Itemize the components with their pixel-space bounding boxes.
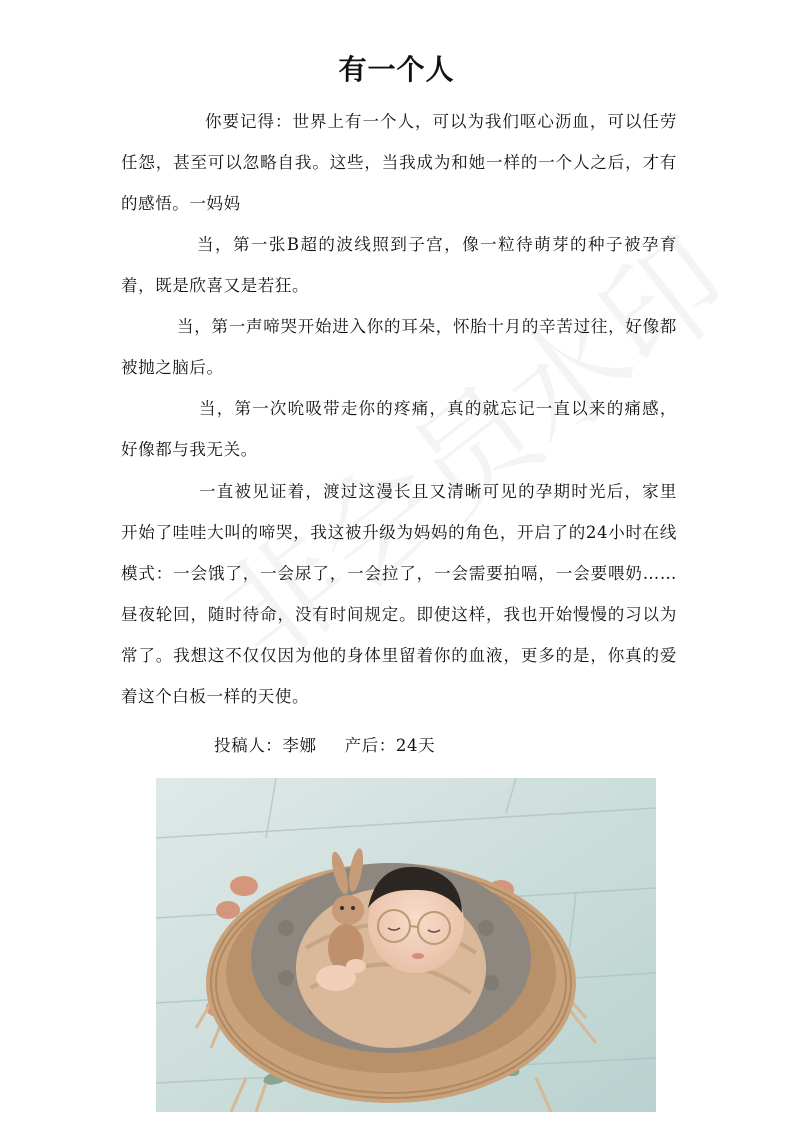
paragraph-motherhood: 一直被见证着，渡过这漫长且又清晰可见的孕期时光后，家里开始了哇哇大叫的啼哭，我这被升级为妈妈的角色，开启了的24小时在线模式：一会饿了，一会尿了，一会拉了，一会需要拍嗝，一会要喂奶……昼夜轮回，随时待命，没有时间规定。即使这样，我也开始慢慢的习以为常了。我想这不仅仅因为他的身体里留着你的血液，更多的是，你真的爱着这个白板一样的天使。 — [121, 482, 677, 706]
page-title: 有一个人 — [338, 53, 455, 86]
credit-author: 投稿人：李娜 — [214, 736, 317, 755]
paragraph-first-feed: 当，第一次吮吸带走你的疼痛，真的就忘记一直以来的痛感，好像都与我无关。 — [121, 399, 677, 459]
paragraph-intro: 你要记得：世界上有一个人，可以为我们呕心沥血，可以任劳任怨，甚至可以忽略自我。这些，当我成为和她一样的一个人之后，才有的感悟。一妈妈 — [121, 112, 677, 213]
credit-postpartum: 产后：24天 — [344, 736, 436, 755]
paragraph-ultrasound: 当，第一张B超的波线照到子宫，像一粒待萌芽的种子被孕育着，既是欣喜又是若狂。 — [121, 235, 677, 295]
newborn-baby-photo-icon — [156, 778, 656, 1112]
newborn-photo — [156, 778, 656, 1112]
paragraph-first-cry: 当，第一声啼哭开始进入你的耳朵，怀胎十月的辛苦过往，好像都被抛之脑后。 — [121, 317, 677, 377]
credit-line — [214, 725, 435, 766]
